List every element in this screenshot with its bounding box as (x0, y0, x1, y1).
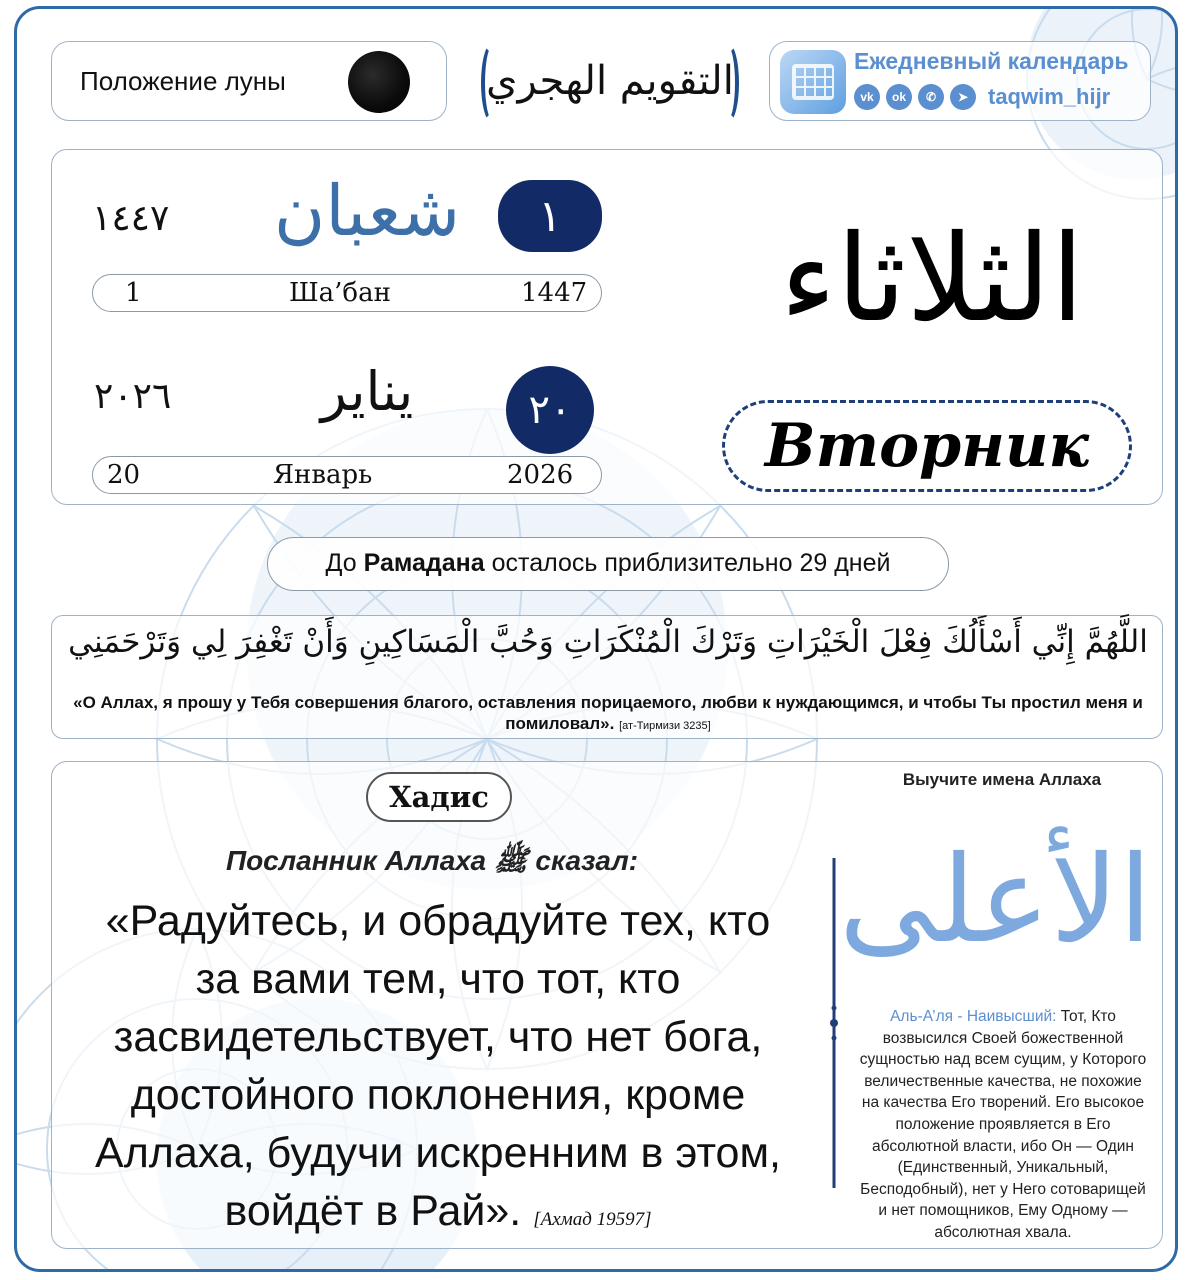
dua-translation-block (64, 692, 1152, 737)
hijri-month: Ша’бан (289, 278, 391, 308)
vk-icon[interactable]: vk (854, 84, 880, 110)
gregorian-date-row (92, 456, 602, 494)
weekday-ru: Вторник (722, 400, 1132, 492)
odnoklassniki-icon[interactable]: ok (886, 84, 912, 110)
allah-name-ar: الأعلى (838, 831, 1152, 970)
hijri-calendar-title (477, 37, 743, 127)
dua-arabic: اللَّهُمَّ إِنِّي أَسْأَلُكَ فِعْلَ الْخَيْرَاتِ وَتَرْكَ الْمُنْكَرَاتِ وَحُبَّ الْمَسَاكِينِ وَأَنْ تَغْفِرَ لِي وَتَرْحَمَنِي (68, 624, 1148, 660)
hadith-source: [Ахмад 19597] (533, 1209, 652, 1230)
hijri-year-ar: ١٤٤٧ (92, 198, 170, 239)
hijri-date-row (92, 274, 602, 312)
moon-position-box (51, 41, 447, 121)
hadith-panel (51, 761, 1163, 1249)
dua-translation: «О Аллах, я прошу у Тебя совершения благого, оставления порицаемого, любви к нуждающимся, и чтобы Ты простил меня и помиловал». (73, 693, 1143, 733)
right-bracket-icon (717, 43, 739, 123)
hijri-day: 1 (125, 278, 142, 308)
ramadan-countdown (267, 537, 949, 591)
gregorian-day-badge: ٢٠ (506, 366, 594, 454)
dua-source: [ат-Тирмизи 3235] (619, 720, 711, 732)
gregorian-year-ar: ٢٠٢٦ (94, 376, 172, 417)
brand-handle[interactable]: taqwim_hijr (988, 84, 1111, 109)
date-panel (51, 149, 1163, 505)
hijri-day-badge: ١ (498, 180, 602, 252)
telegram-icon[interactable]: ➤ (950, 84, 976, 110)
countdown-prefix: До (325, 549, 357, 577)
brand-box (769, 41, 1151, 121)
name-description-block (858, 1006, 1148, 1244)
hadith-text: «Радуйтесь, и обрадуйте тех, кто за вами тем, что тот, кто засвидетельствует, что нет бога, достойного поклонения, кроме Аллаха, будучи искренним в этом, войдёт в Рай». (95, 897, 781, 1235)
calendar-card (14, 6, 1178, 1272)
weekday-ar: الثلاثاء (779, 210, 1085, 349)
brand-title: Ежедневный календарь (854, 48, 1129, 74)
ornamental-divider-icon (830, 858, 838, 1188)
calendar-app-icon (780, 50, 846, 114)
hijri-month-ar: شعبان (273, 170, 461, 252)
names-heading: Выучите имена Аллаха (902, 770, 1102, 789)
social-links (854, 84, 1110, 110)
hijri-year: 1447 (521, 278, 588, 308)
calendar-title-ar: التقويم الهجري (486, 58, 734, 104)
hadith-text-block (78, 892, 798, 1249)
hadith-label: Хадис (366, 772, 512, 822)
left-bracket-icon (481, 43, 503, 123)
name-description: Тот, Кто возвысился Своей божественной сущностью над всем сущим, у Которого величественные качества, не похожие на качества Его творений. Его высокое положение проявляется в Его абсолютной власти, ибо Он — Один (Единственный, Уникальный, Бесподобный), нет у Него сотоварищей и нет помощников, Ему Одному — абсолютная хвала. (859, 1008, 1147, 1241)
moon-label: Положение луны (80, 66, 286, 96)
name-title: Аль-А’ля - Наивысший: (890, 1008, 1057, 1025)
gregorian-month-ar: يناير (320, 360, 414, 423)
countdown-suffix: осталось приблизительно 29 дней (491, 549, 891, 577)
gregorian-year: 2026 (507, 460, 574, 490)
moon-phase-icon (348, 51, 410, 113)
hadith-intro: Посланник Аллаха ﷺ сказал: (225, 845, 639, 876)
gregorian-month: Январь (273, 460, 373, 490)
countdown-event: Рамадана (363, 549, 485, 577)
gregorian-day: 20 (107, 460, 141, 490)
whatsapp-icon[interactable]: ✆ (918, 84, 944, 110)
dua-panel (51, 615, 1163, 739)
